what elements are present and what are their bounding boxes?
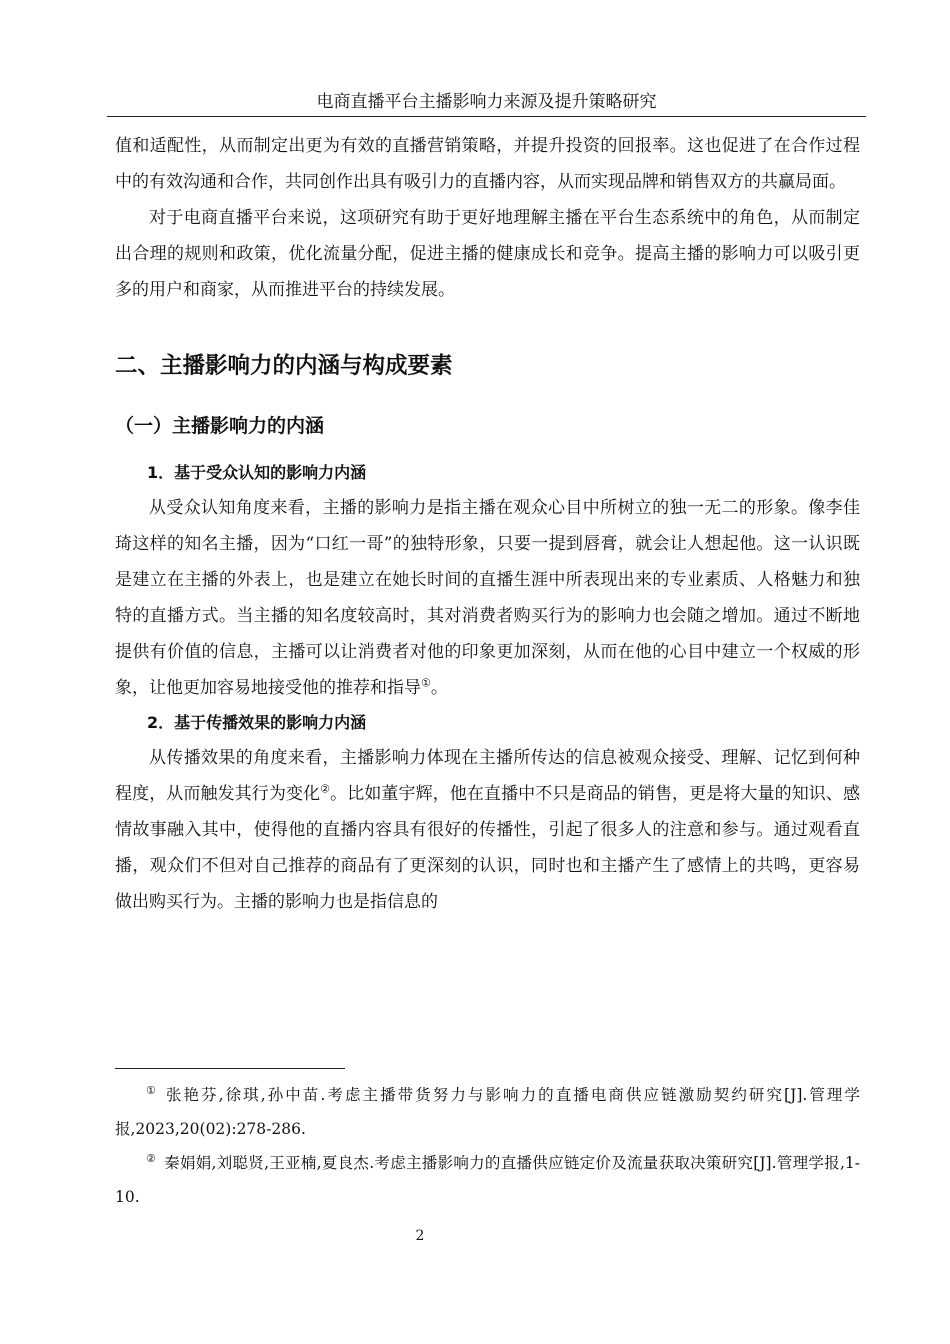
paragraph-continued: 值和适配性，从而制定出更为有效的直播营销策略，并提升投资的回报率。这也促进了在合作过程中的有效沟通和合作，共同创作出具有吸引力的直播内容，从而实现品牌和销售双方的共赢局面。 bbox=[115, 136, 860, 192]
paragraph-audience bbox=[115, 490, 860, 706]
paragraph-audience-end: 。 bbox=[430, 678, 448, 698]
footnote-2 bbox=[115, 1146, 860, 1214]
paragraph-platform: 对于电商直播平台来说，这项研究有助于更好地理解主播在平台生态系统中的角色，从而制定出合理的规则和政策，优化流量分配，促进主播的健康成长和竞争。提高主播的影响力可以吸引更多的用户和商家，从而推进平台的持续发展。 bbox=[115, 208, 860, 300]
running-header: 电商直播平台主播影响力来源及提升策略研究 bbox=[107, 88, 866, 117]
footnote-1 bbox=[115, 1078, 860, 1146]
footnote-ref-1[interactable]: ① bbox=[421, 676, 431, 690]
main-text bbox=[115, 128, 860, 920]
section-heading: 二、主播影响力的内涵与构成要素 bbox=[115, 353, 453, 379]
footnote-ref-2[interactable]: ② bbox=[320, 782, 331, 796]
page-number: 2 bbox=[415, 1228, 425, 1244]
subsection-heading: （一）主播影响力的内涵 bbox=[115, 415, 325, 437]
footnote-mark: ① bbox=[146, 1083, 158, 1097]
paragraph-audience-text: 从受众认知角度来看，主播的影响力是指主播在观众心目中所树立的独一无二的形象。像李佳琦这样的知名主播，因为“口红一哥”的独特形象，只要一提到唇膏，就会让人想起他。这一认识既是建立在主播的外表上，也是建立在她长时间的直播生涯中所表现出来的专业素质、人格魅力和独特的直播方式。当主播的知名度较高时，其对消费者购买行为的影响力也会随之增加。通过不断地提供有价值的信息，主播可以让消费者对他的印象更加深刻，从而在他的心目中建立一个权威的形象，让他更加容易地接受他的推荐和指导 bbox=[115, 498, 860, 698]
footnote-separator bbox=[115, 1068, 345, 1069]
footnote-mark: ② bbox=[146, 1151, 157, 1165]
footnote-text: 秦娟娟,刘聪贤,王亚楠,夏良杰.考虑主播影响力的直播供应链定价及流量获取决策研究[J].管理学报,1-10. bbox=[115, 1154, 860, 1206]
item-heading-effect: 2．基于传播效果的影响力内涵 bbox=[147, 713, 367, 732]
paragraph-effect bbox=[115, 740, 860, 920]
paragraph-effect-text-a: 从传播效果的角度来看，主播影响力体现在主播所传达的信息被观众接受、理解、记忆到何种程度，从而触发其行为变化 bbox=[115, 748, 860, 804]
footnote-text: 张艳芬,徐琪,孙中苗.考虑主播带货努力与影响力的直播电商供应链激励契约研究[J].管理学报,2023,20(02):278-286. bbox=[115, 1086, 860, 1138]
footnotes bbox=[115, 1078, 860, 1214]
item-heading-audience: 1．基于受众认知的影响力内涵 bbox=[147, 463, 367, 482]
paragraph-effect-text-b: 。比如董宇辉，他在直播中不只是商品的销售，更是将大量的知识、感情故事融入其中，使得他的直播内容具有很好的传播性，引起了很多人的注意和参与。通过观看直播，观众们不但对自己推荐的商品有了更深刻的认识，同时也和主播产生了感情上的共鸣，更容易做出购买行为。主播的影响力也是指信息的 bbox=[115, 784, 861, 912]
